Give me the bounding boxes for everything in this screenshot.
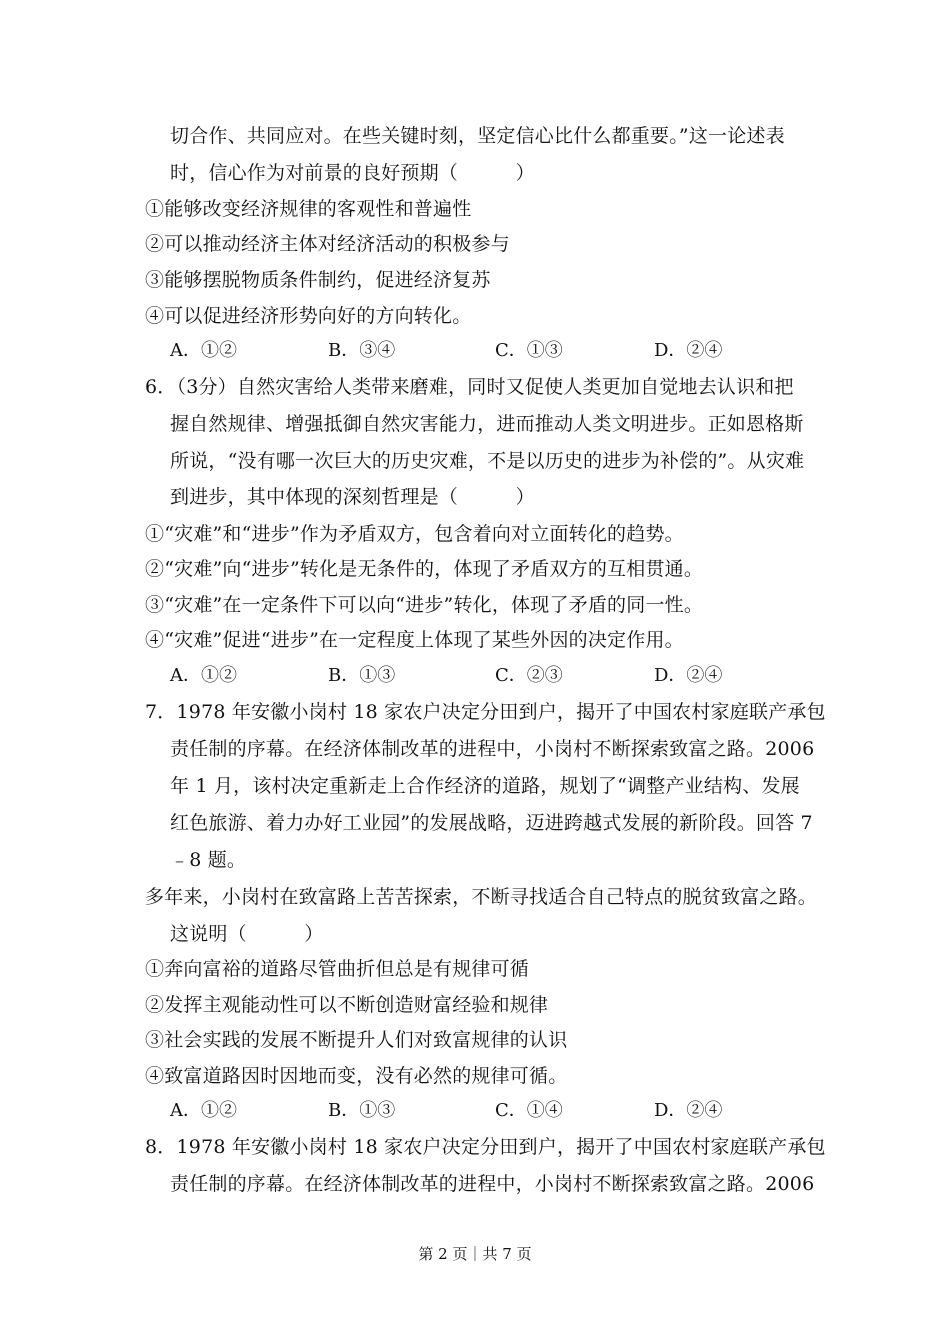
q5-choice-c: C．①③	[495, 340, 563, 361]
q6-stem-line-3: 所说，“没有哪一次巨大的历史灾难，不是以历史的进步为补偿的”。从灾难	[170, 450, 805, 472]
q7-question-line-2: 这说明（ ）	[170, 923, 324, 945]
q5-option-2: ②可以推动经济主体对经济活动的积极参与	[145, 233, 510, 255]
q6-choices	[170, 664, 790, 688]
q6-choice-d: D．②④	[654, 665, 723, 686]
q7-option-2: ②发挥主观能动性可以不断创造财富经验和规律	[145, 994, 549, 1016]
q6-option-1: ①“灾难”和“进步”作为矛盾双方，包含着向对立面转化的趋势。	[145, 523, 684, 545]
q5-option-3: ③能够摆脱物质条件制约，促进经济复苏	[145, 269, 491, 291]
q7-choices	[170, 1099, 790, 1123]
q5-choice-a: A．①②	[170, 340, 237, 361]
q5-choice-b: B．③④	[328, 340, 396, 361]
q7-stem-line-1: 7．1978 年安徽小岗村 18 家农户决定分田到户，揭开了中国农村家庭联产承包	[145, 701, 826, 723]
q7-stem-line-3: 年 1 月，该村决定重新走上合作经济的道路，规划了“调整产业结构、发展	[170, 775, 800, 797]
q7-choice-b: B．①③	[328, 1100, 396, 1121]
q5-stem-line-1: 切合作、共同应对。在些关键时刻，坚定信心比什么都重要。”这一论述表	[170, 125, 785, 147]
q5-option-1: ①能够改变经济规律的客观性和普遍性	[145, 198, 472, 220]
q8-stem-line-2: 责任制的序幕。在经济体制改革的进程中，小岗村不断探索致富之路。2006	[170, 1173, 815, 1195]
q6-choice-c: C．②③	[495, 665, 563, 686]
q7-option-3: ③社会实践的发展不断提升人们对致富规律的认识	[145, 1029, 568, 1051]
q7-option-1: ①奔向富裕的道路尽管曲折但总是有规律可循	[145, 958, 530, 980]
q5-option-4: ④可以促进经济形势向好的方向转化。	[145, 305, 472, 327]
page-footer: 第 2 页｜共 7 页	[418, 1245, 532, 1263]
q6-option-3: ③“灾难”在一定条件下可以向“进步”转化，体现了矛盾的同一性。	[145, 594, 704, 616]
q6-option-4: ④“灾难”促进“进步”在一定程度上体现了某些外因的决定作用。	[145, 629, 684, 651]
q7-question-line-1: 多年来，小岗村在致富路上苦苦探索，不断寻找适合自己特点的脱贫致富之路。	[145, 886, 818, 908]
q7-stem-line-5: ﹣8 题。	[170, 849, 247, 871]
q7-choice-c: C．①④	[495, 1100, 563, 1121]
q6-option-2: ②“灾难”向“进步”转化是无条件的，体现了矛盾双方的互相贯通。	[145, 558, 704, 580]
q7-option-4: ④致富道路因时因地而变，没有必然的规律可循。	[145, 1065, 568, 1087]
q6-choice-b: B．①③	[328, 665, 396, 686]
q8-stem-line-1: 8．1978 年安徽小岗村 18 家农户决定分田到户，揭开了中国农村家庭联产承包	[145, 1136, 826, 1158]
q6-stem-line-4: 到进步，其中体现的深刻哲理是（ ）	[170, 486, 535, 508]
q5-choices	[170, 339, 790, 363]
q7-stem-line-2: 责任制的序幕。在经济体制改革的进程中，小岗村不断探索致富之路。2006	[170, 738, 815, 760]
q7-choice-a: A．①②	[170, 1100, 237, 1121]
q5-choice-d: D．②④	[654, 340, 723, 361]
q7-stem-line-4: 红色旅游、着力办好工业园”的发展战略，迈进跨越式发展的新阶段。回答 7	[170, 812, 813, 834]
q6-choice-a: A．①②	[170, 665, 237, 686]
q6-stem-line-2: 握自然规律、增强抵御自然灾害能力，进而推动人类文明进步。正如恩格斯	[170, 413, 804, 435]
q6-stem-line-1: 6．（3分）自然灾害给人类带来磨难，同时又促使人类更加自觉地去认识和把	[145, 376, 794, 398]
q7-choice-d: D．②④	[654, 1100, 723, 1121]
q5-stem-line-2: 时，信心作为对前景的良好预期（ ）	[170, 162, 535, 184]
